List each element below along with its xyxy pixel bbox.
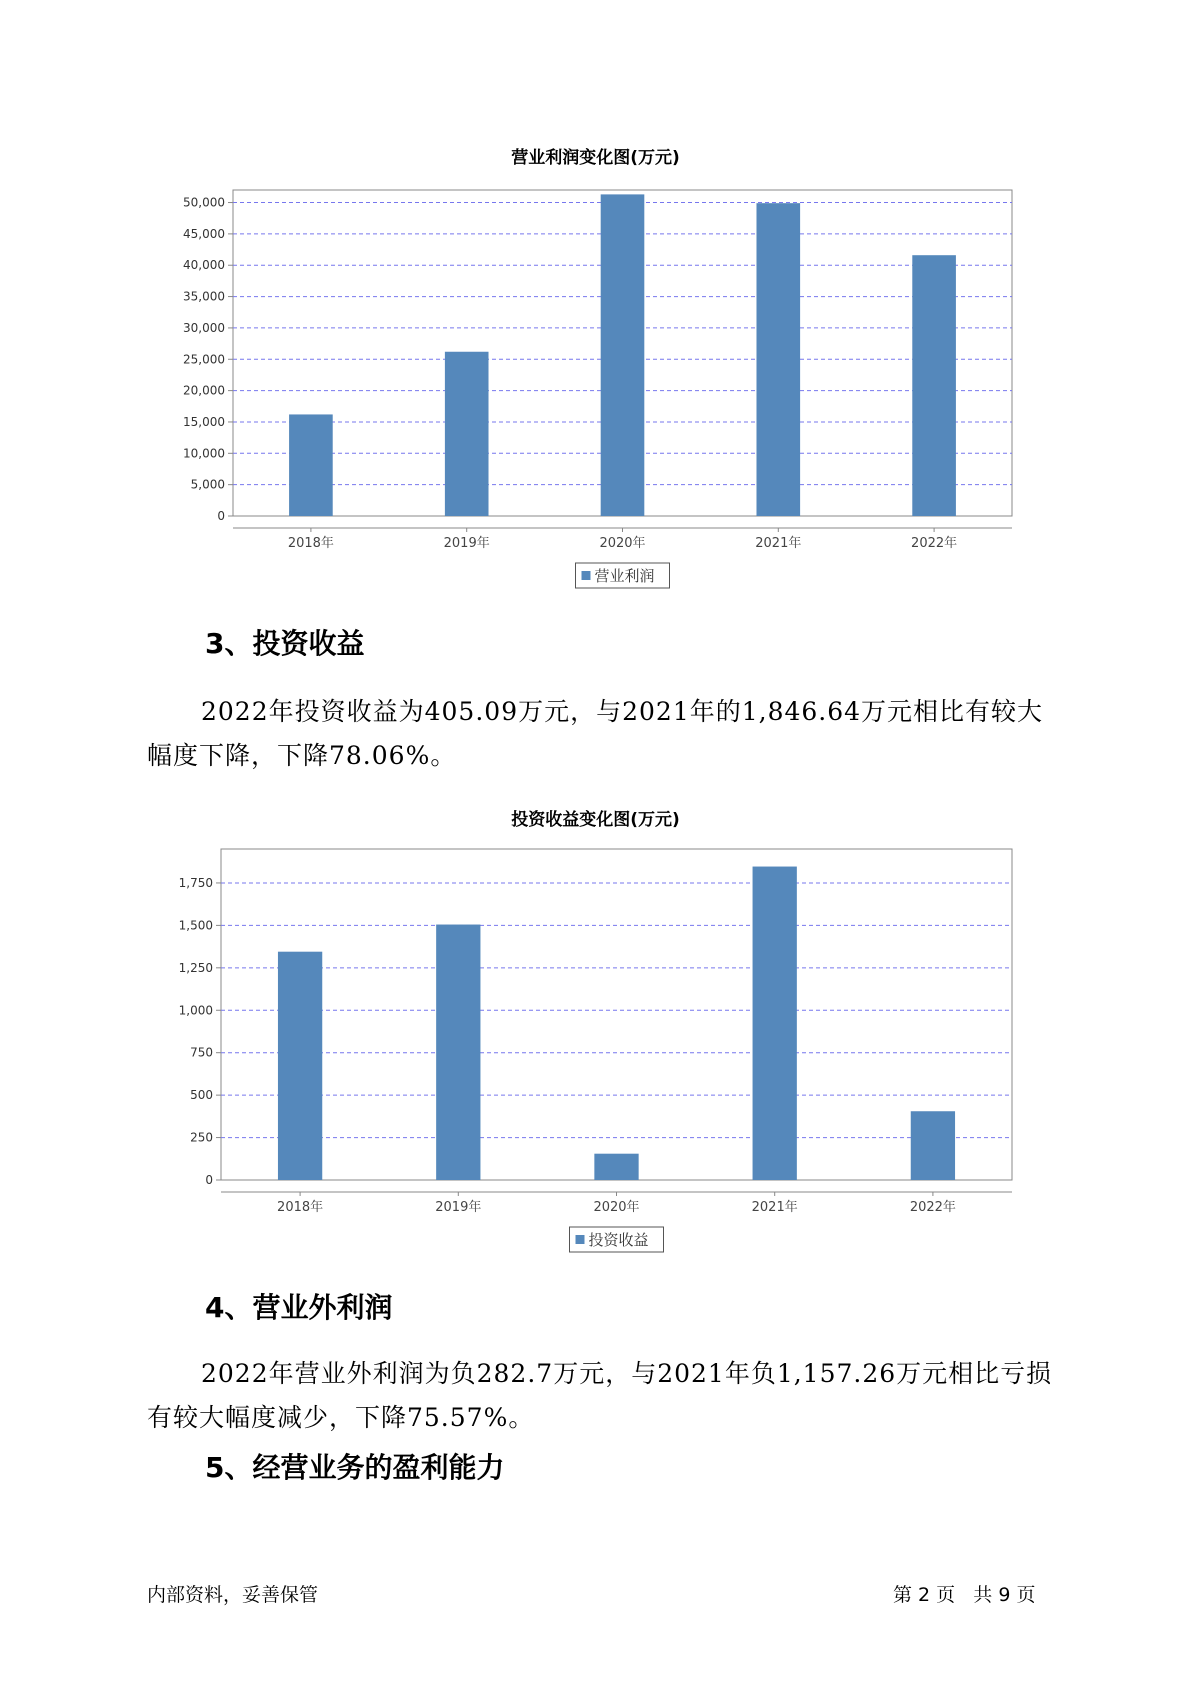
x-tick-label: 2020年 bbox=[599, 536, 646, 551]
y-tick-label: 1,500 bbox=[178, 918, 213, 933]
x-tick-label: 2022年 bbox=[911, 536, 958, 551]
chart1-title: 营业利润变化图(万元) bbox=[511, 148, 680, 168]
x-tick-label: 2018年 bbox=[287, 536, 334, 551]
y-tick-label: 1,750 bbox=[178, 875, 213, 890]
x-tick-label: 2018年 bbox=[277, 1200, 324, 1215]
bar bbox=[594, 1154, 638, 1180]
y-tick-label: 750 bbox=[190, 1045, 213, 1060]
y-tick-label: 0 bbox=[205, 1173, 213, 1187]
section4-paragraph bbox=[147, 1352, 1059, 1440]
section4-heading: 4、营业外利润 bbox=[205, 1291, 393, 1324]
plot-area bbox=[221, 849, 1012, 1180]
section3-line1: 2022年投资收益为405.09万元，与2021年的1,846.64万元相比有较大 bbox=[201, 697, 1044, 726]
y-tick-label: 30,000 bbox=[183, 320, 225, 335]
y-tick-label: 10,000 bbox=[183, 446, 225, 461]
y-tick-label: 0 bbox=[217, 509, 225, 523]
x-tick-label: 2019年 bbox=[435, 1200, 482, 1215]
y-tick-label: 50,000 bbox=[183, 195, 225, 210]
y-tick-label: 15,000 bbox=[183, 414, 225, 429]
section4-line2: 有较大幅度减少，下降75.57%。 bbox=[147, 1403, 535, 1432]
y-tick-label: 250 bbox=[190, 1130, 213, 1145]
bar bbox=[753, 867, 797, 1180]
x-tick-label: 2019年 bbox=[443, 536, 490, 551]
section3-line2: 幅度下降，下降78.06%。 bbox=[147, 741, 457, 770]
y-tick-label: 25,000 bbox=[183, 352, 225, 367]
x-tick-label: 2022年 bbox=[909, 1200, 956, 1215]
y-tick-label: 40,000 bbox=[183, 258, 225, 273]
y-tick-label: 5,000 bbox=[190, 477, 225, 492]
section4-line1: 2022年营业外利润为负282.7万元，与2021年负1,157.26万元相比亏损 bbox=[201, 1359, 1053, 1388]
bar bbox=[278, 952, 322, 1180]
y-tick-label: 20,000 bbox=[183, 383, 225, 398]
y-tick-label: 1,000 bbox=[178, 1003, 213, 1018]
legend-swatch bbox=[576, 1235, 585, 1244]
footer-page-number: 第 2 页 共 9 页 bbox=[893, 1584, 1036, 1606]
x-tick-label: 2021年 bbox=[755, 536, 802, 551]
y-tick-label: 500 bbox=[190, 1088, 213, 1103]
section5-heading: 5、经营业务的盈利能力 bbox=[205, 1451, 505, 1484]
x-tick-label: 2020年 bbox=[593, 1200, 640, 1215]
footer-left: 内部资料，妥善保管 bbox=[147, 1584, 319, 1606]
legend-label: 投资收益 bbox=[588, 1231, 649, 1249]
y-tick-label: 45,000 bbox=[183, 226, 225, 241]
x-tick-label: 2021年 bbox=[751, 1200, 798, 1215]
bar bbox=[911, 1111, 955, 1180]
chart2-title: 投资收益变化图(万元) bbox=[511, 810, 680, 830]
y-tick-label: 1,250 bbox=[178, 960, 213, 975]
bar bbox=[436, 925, 480, 1180]
y-tick-label: 35,000 bbox=[183, 289, 225, 304]
legend-label: 营业利润 bbox=[594, 567, 655, 585]
section3-heading: 3、投资收益 bbox=[205, 627, 365, 660]
